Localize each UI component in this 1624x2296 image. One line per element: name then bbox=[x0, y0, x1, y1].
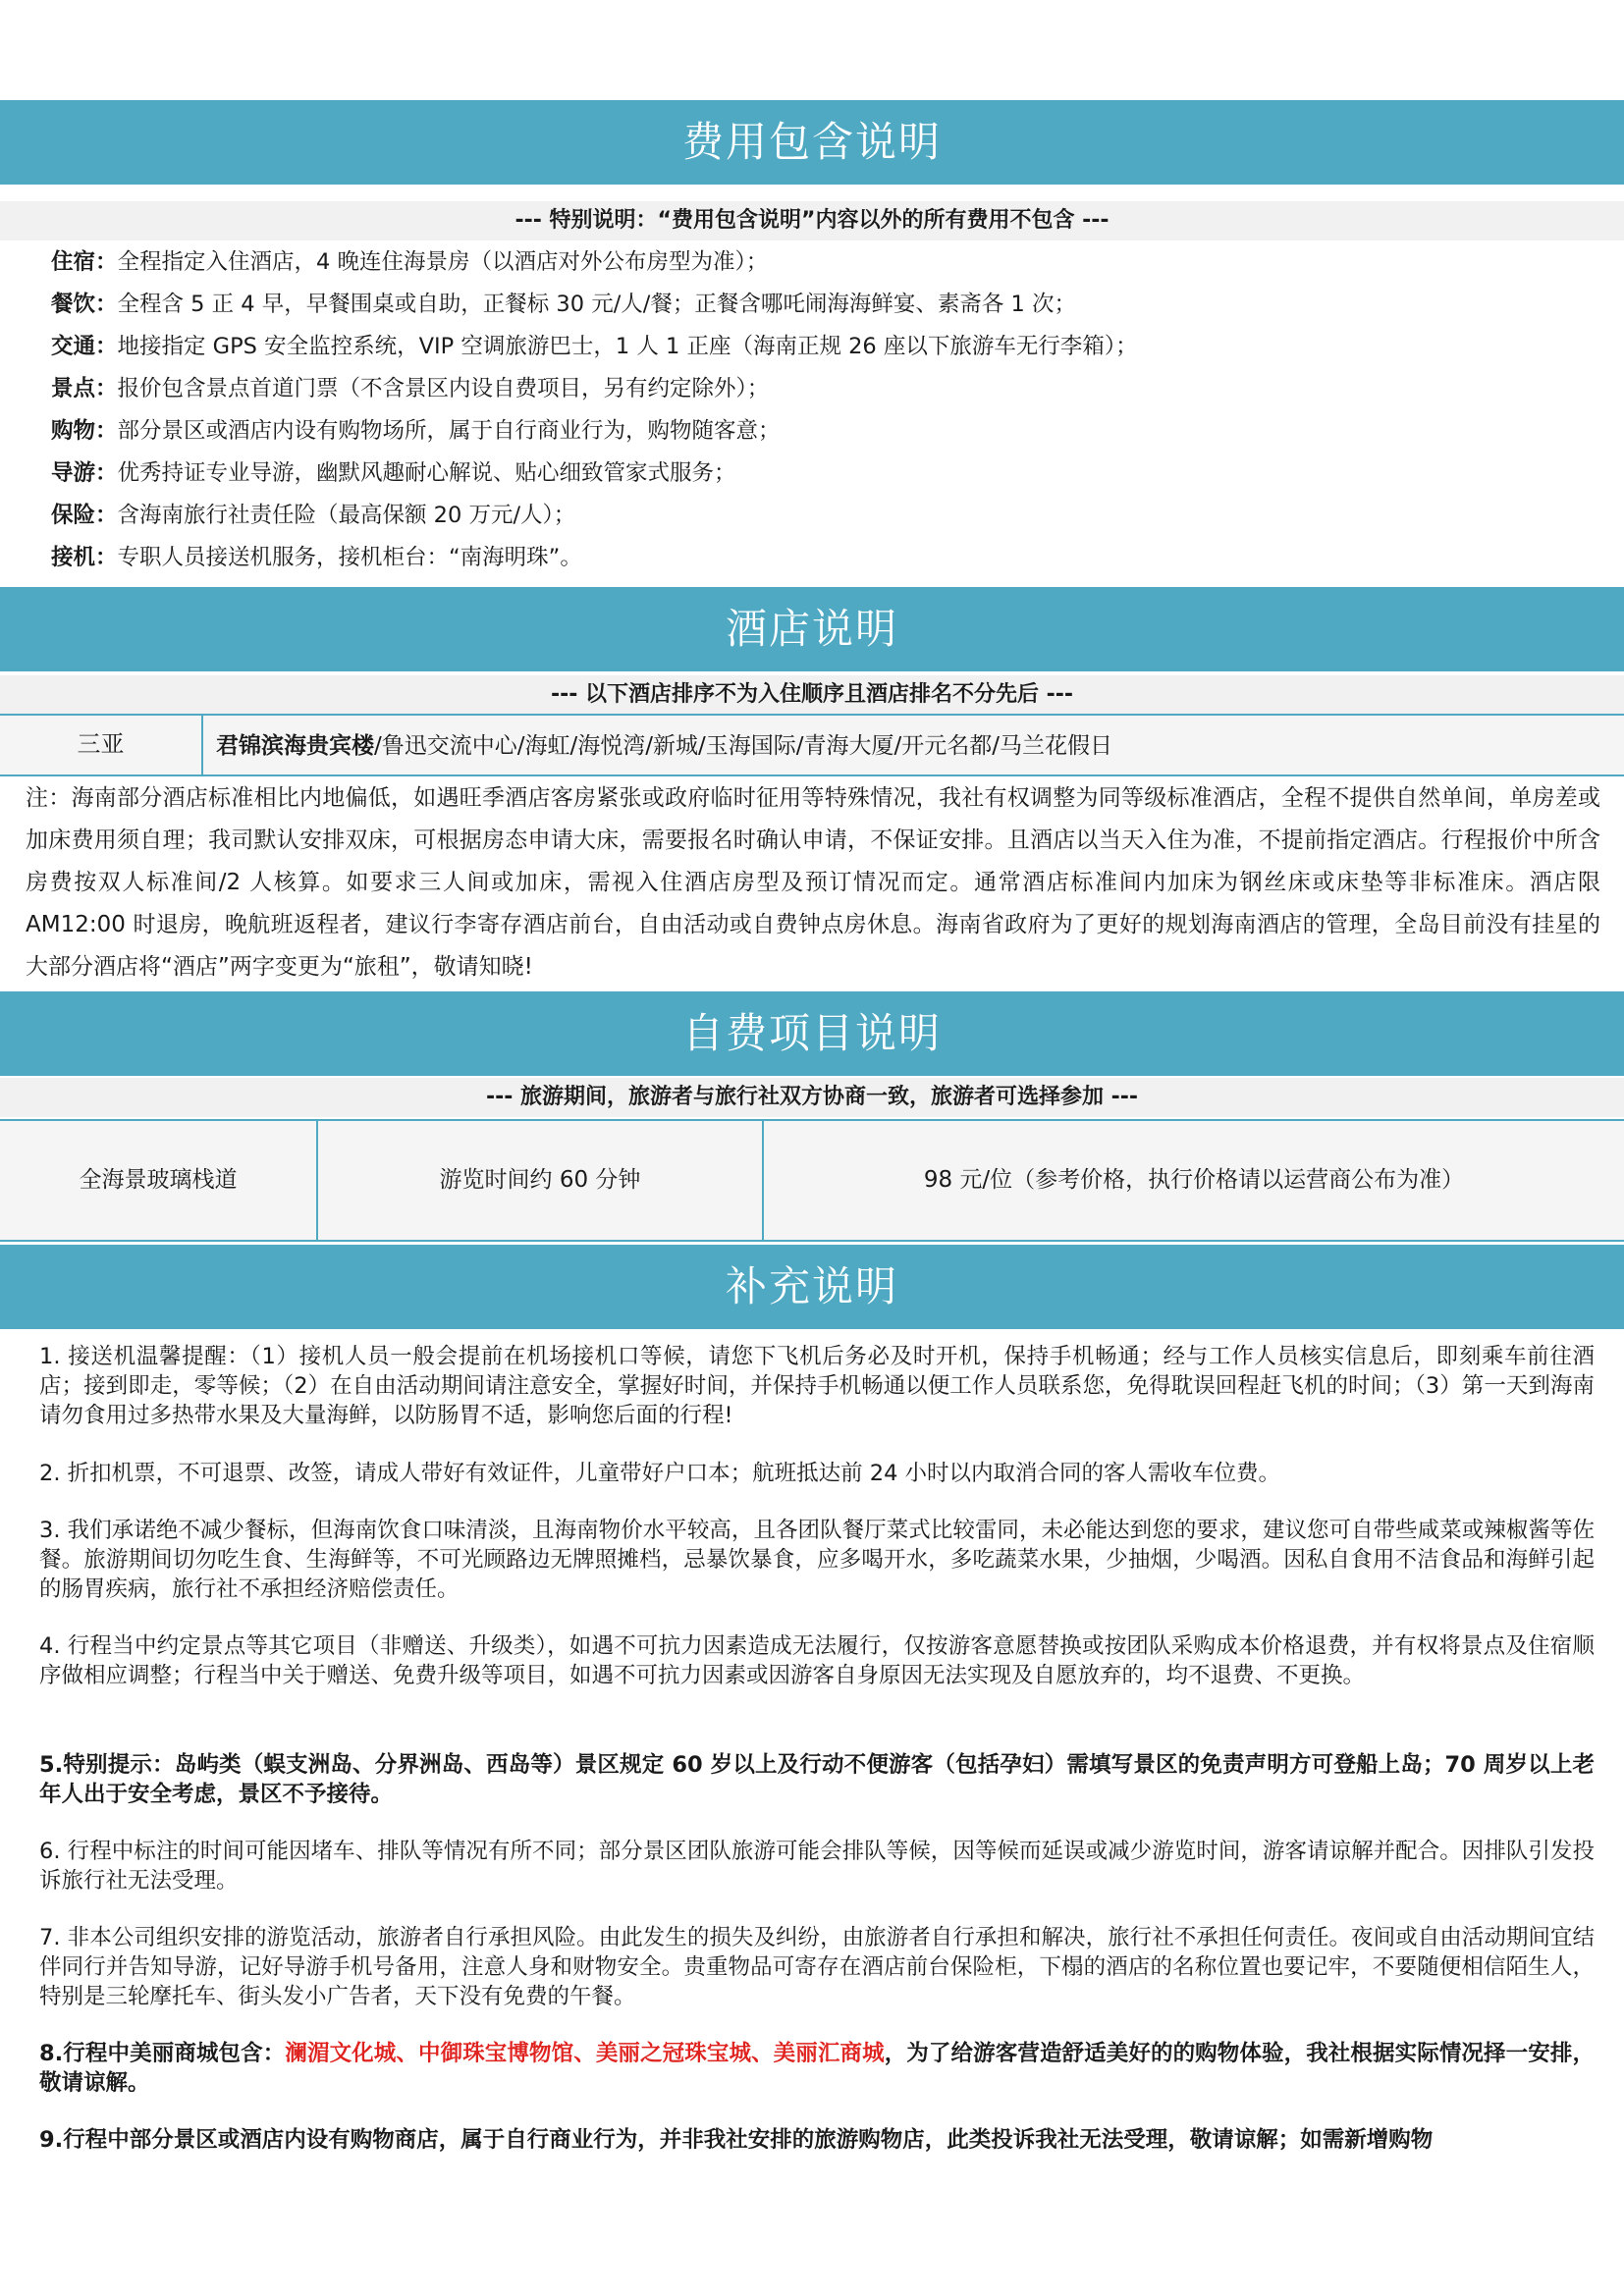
supplement-item-5: 5.特别提示：岛屿类（蜈支洲岛、分界洲岛、西岛等）景区规定 60 岁以上及行动不便游客（包括孕妇）需填写景区的免责声明方可登船上岛；70 周岁以上老年人出于安全考虑，景区不予接待。 bbox=[39, 1752, 1595, 1807]
hotel-first: 君锦滨海贵宾楼 bbox=[216, 733, 374, 759]
section-title-optional: 自费项目说明 bbox=[0, 991, 1624, 1076]
fee-label: 接机： bbox=[51, 545, 118, 570]
hotel-row bbox=[0, 714, 1624, 776]
fee-line-lodging bbox=[51, 241, 1602, 284]
supplement-item-9: 9.行程中部分景区或酒店内设有购物商店，属于自行商业行为，并非我社安排的旅游购物店，此类投诉我社无法受理，敬请谅解；如需新增购物 bbox=[39, 2127, 1434, 2153]
optional-item-row bbox=[0, 1119, 1624, 1242]
item8-prefix: 8.行程中美丽商城包含： bbox=[39, 2041, 286, 2066]
fee-line-transport bbox=[51, 326, 1602, 368]
hotel-special-note: --- 以下酒店排序不为入住顺序且酒店排名不分先后 --- bbox=[0, 675, 1624, 715]
fee-line-pickup bbox=[51, 537, 1602, 579]
supplement-item-1: 1. 接送机温馨提醒：（1）接机人员一般会提前在机场接机口等候，请您下飞机后务必及时开机，保持手机畅通；经与工作人员核实信息后，即刻乘车前往酒店；接到即走，零等候；（2）在自由活动期间请注意安全，掌握好时间，并保持手机畅通以便工作人员联系您，免得耽误回程赶飞机的时间；（3）第一天到海南请勿食用过多热带水果及大量海鲜，以防肠胃不适，影响您后面的行程! bbox=[39, 1344, 1595, 1428]
item8-suffix: ，为了给游客营造舒适美好的的购物体验，我社根据实际情况择一安排，敬请谅解。 bbox=[39, 2041, 1595, 2096]
hotel-note: 注：海南部分酒店标准相比内地偏低，如遇旺季酒店客房紧张或政府临时征用等特殊情况，我社有权调整为同等级标准酒店，全程不提供自然单间，单房差或加床费用须自理；我司默认安排双床，可根据房态申请大床，需要报名时确认申请，不保证安排。且酒店以当天入住为准，不提前指定酒店。行程报价中所含房费按双人标准间/2 人核算。如要求三人间或加床，需视入住酒店房型及预订情况而定。通常酒店标准间内加床为钢丝床或床垫等非标准床。酒店限 AM12:00 时退房，晚航班返程者，建议行李寄存酒店前台，自由活动或自费钟点房休息。海南省政府为了更好的规划海南酒店的管理，全岛目前没有挂星的大部分酒店将“酒店”两字变更为“旅租”，敬请知晓! bbox=[26, 785, 1600, 980]
optional-item-name: 全海景玻璃栈道 bbox=[79, 1167, 238, 1193]
fee-text: 部分景区或酒店内设有购物场所，属于自行商业行为，购物随客意； bbox=[117, 418, 781, 444]
supplement-item-4: 4. 行程当中约定景点等其它项目（非赠送、升级类），如遇不可抗力因素造成无法履行，仅按游客意愿替换或按团队采购成本价格退费，并有权将景点及住宿顺序做相应调整；行程当中关于赠送、免费升级等项目，如遇不可抗力因素或因游客自身原因无法实现及自愿放弃的，均不退费、不更换。 bbox=[39, 1633, 1595, 1688]
fees-special-note: --- 特别说明：“费用包含说明”内容以外的所有费用不包含 --- bbox=[0, 201, 1624, 240]
fee-text: 全程指定入住酒店，4 晚连住海景房（以酒店对外公布房型为准）； bbox=[117, 249, 769, 275]
fee-line-shopping bbox=[51, 410, 1602, 453]
fee-label: 保险： bbox=[51, 503, 118, 528]
supplement-item-7: 7. 非本公司组织安排的游览活动，旅游者自行承担风险。由此发生的损失及纠纷，由旅游者自行承担和解决，旅行社不承担任何责任。夜间或自由活动期间宜结伴同行并告知导游，记好导游手机号备用，注意人身和财物安全。贵重物品可寄存在酒店前台保险柜，下榻的酒店的名称位置也要记牢，不要随便相信陌生人，特别是三轮摩托车、街头发小广告者，天下没有免费的午餐。 bbox=[39, 1925, 1595, 2009]
optional-item-price: 98 元/位（参考价格，执行价格请以运营商公布为准） bbox=[923, 1167, 1465, 1193]
fee-line-attractions bbox=[51, 368, 1602, 410]
fee-label: 景点： bbox=[51, 376, 118, 401]
section-title-supplement: 补充说明 bbox=[0, 1245, 1624, 1329]
fee-text: 优秀持证专业导游，幽默风趣耐心解说、贴心细致管家式服务； bbox=[117, 460, 736, 486]
fee-text: 地接指定 GPS 安全监控系统，VIP 空调旅游巴士，1 人 1 正座（海南正规 26 座以下旅游车无行李箱）； bbox=[117, 334, 1138, 359]
fee-label: 导游： bbox=[51, 460, 118, 486]
optional-special-note: --- 旅游期间，旅游者与旅行社双方协商一致，旅游者可选择参加 --- bbox=[0, 1078, 1624, 1117]
fee-text: 全程含 5 正 4 早，早餐围桌或自助，正餐标 30 元/人/餐；正餐含哪吒闹海海鲜宴、素斋各 1 次； bbox=[117, 292, 1076, 317]
fee-text: 含海南旅行社责任险（最高保额 20 万元/人）； bbox=[117, 503, 576, 528]
fee-line-insurance bbox=[51, 495, 1602, 537]
supplement-item-3: 3. 我们承诺绝不减少餐标，但海南饮食口味清淡，且海南物价水平较高，且各团队餐厅菜式比较雷同，未必能达到您的要求，建议您可自带些咸菜或辣椒酱等佐餐。旅游期间切勿吃生食、生海鲜等，不可光顾路边无牌照摊档，忌暴饮暴食，应多喝开水，多吃蔬菜水果，少抽烟，少喝酒。因私自食用不洁食品和海鲜引起的肠胃疾病，旅行社不承担经济赔偿责任。 bbox=[39, 1518, 1595, 1602]
fee-label: 餐饮： bbox=[51, 292, 118, 317]
fee-label: 购物： bbox=[51, 418, 118, 444]
supplement-item-6: 6. 行程中标注的时间可能因堵车、排队等情况有所不同；部分景区团队旅游可能会排队等候，因等候而延误或减少游览时间，游客请谅解并配合。因排队引发投诉旅行社无法受理。 bbox=[39, 1839, 1595, 1894]
section-title-fees: 费用包含说明 bbox=[0, 100, 1624, 185]
fee-text: 专职人员接送机服务，接机柜台：“南海明珠”。 bbox=[117, 545, 582, 570]
supplement-item-8 bbox=[39, 2039, 1595, 2100]
hotel-city: 三亚 bbox=[0, 716, 203, 774]
fee-text: 报价包含景点首道门票（不含景区内设自费项目，另有约定除外）； bbox=[117, 376, 770, 401]
hotel-list bbox=[216, 716, 1112, 774]
item8-mall-list: 澜湄文化城、中御珠宝博物馆、美丽之冠珠宝城、美丽汇商城 bbox=[285, 2041, 885, 2066]
optional-item-duration: 游览时间约 60 分钟 bbox=[439, 1167, 641, 1193]
fee-label: 交通： bbox=[51, 334, 118, 359]
hotel-rest: /鲁迅交流中心/海虹/海悦湾/新城/玉海国际/青海大厦/开元名都/马兰花假日 bbox=[374, 733, 1112, 759]
section-title-hotel: 酒店说明 bbox=[0, 587, 1624, 671]
fee-label: 住宿： bbox=[51, 249, 118, 275]
supplement-item-2: 2. 折扣机票，不可退票、改签，请成人带好有效证件，儿童带好户口本；航班抵达前 24 小时以内取消合同的客人需收车位费。 bbox=[39, 1461, 1281, 1486]
fee-line-guide bbox=[51, 453, 1602, 495]
fee-line-meals bbox=[51, 284, 1602, 326]
